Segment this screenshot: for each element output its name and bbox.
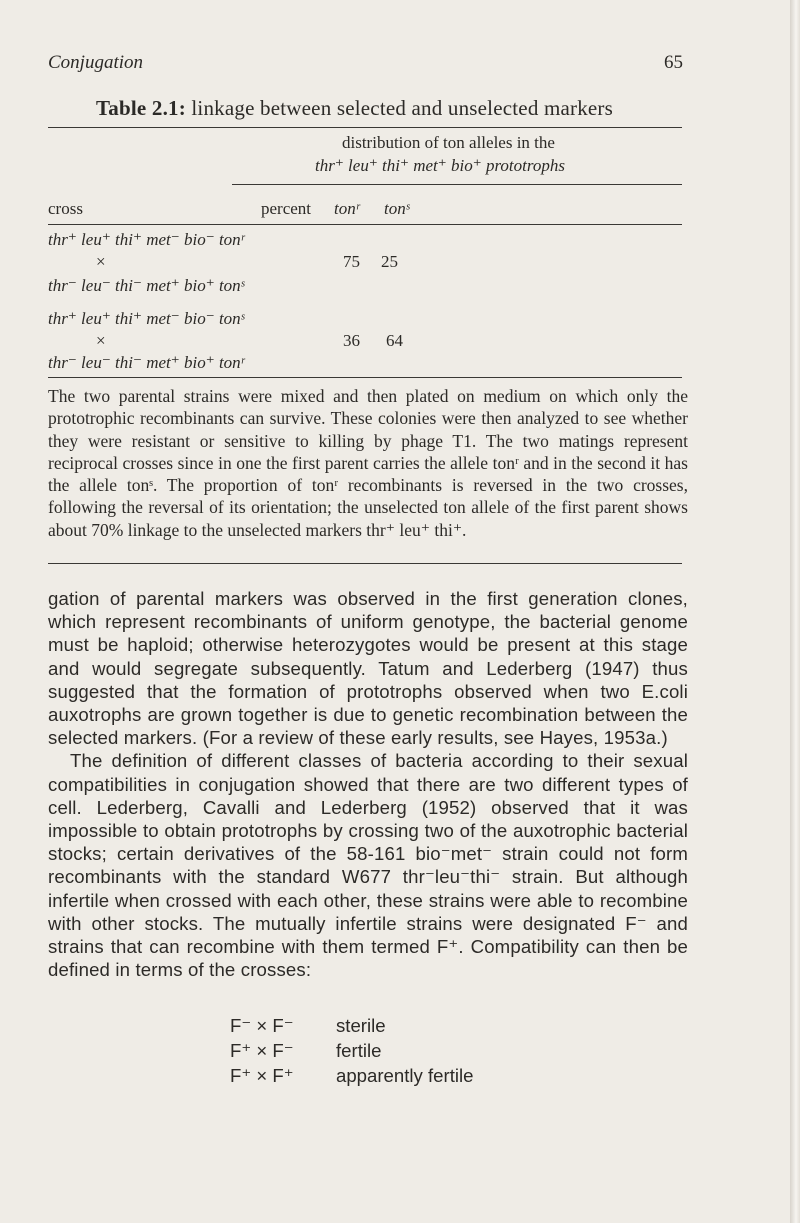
cross1-parent2: thr⁻ leu⁻ thi⁻ met⁺ bio⁺ tonˢ (48, 276, 245, 295)
column-header-ton-s: tonˢ (384, 199, 410, 218)
table-top-rule (48, 127, 682, 128)
column-header-cross: cross (48, 199, 83, 218)
paragraph-2: The definition of different classes of bacteria according to their sexual compatibilities in conjugation showed that there are two different types of cell. Lederberg, Cavalli and Lederberg (1952) observed that it was impossible to obtain prototrophs by crossing two of the auxotrophic bacterial stocks; certain derivatives of the 58-161 bio⁻met⁻ strain could not form recombinants with the standard W677 thr⁻leu⁻thi⁻ strain. But although infertile when crossed with each other, these strains were able to recombine with other stocks. The mutually infertile strains were designated F⁻ and strains that can recombine with them termed F⁺. Compatibility can then be defined in terms of the crosses: (48, 750, 688, 981)
table-body-rule (48, 377, 682, 378)
prototrophs-heading: thr⁺ leu⁺ thi⁺ met⁺ bio⁺ prototrophs (315, 156, 565, 175)
cross2-ton-s: 64 (386, 331, 403, 350)
cross-expression: F⁺ × F⁺ (230, 1065, 294, 1086)
compatibility-crosses (230, 1013, 473, 1088)
cross-expression: F⁺ × F⁻ (230, 1040, 294, 1061)
paragraph-1: gation of parental markers was observed in the first generation clones, which represent recombinants of uniform genotype, the bacterial genome must be haploid; otherwise heterozygotes would be present at this stage and would segregate subsequently. Tatum and Lederberg (1947) thus suggested that the formation of prototrophs observed when two E.coli auxotrophs are grown together is due to genetic recombination between the selected markers. (For a review of these early results, see Hayes, 1953a.) (48, 588, 688, 749)
page-number: 65 (664, 52, 683, 73)
table-label: Table 2.1: (96, 96, 186, 120)
cross2-ton-r: 36 (343, 331, 360, 350)
cross-expression: F⁻ × F⁻ (230, 1015, 294, 1036)
header-rule (48, 224, 682, 225)
table-caption: The two parental strains were mixed and then plated on medium on which only the prototrophic recombinants can survive. These colonies were then analyzed to see whether they were resistant or sensitive to killing by phage T1. The two matings represent reciprocal crosses since in one the first parent carries the allele tonʳ and in the second it has the allele tonˢ. The proportion of tonʳ recombinants is reversed in the two crosses, following the reversal of its orientation; the unselected ton allele of the first parent shows about 70% linkage to the unselected markers thr⁺ leu⁺ thi⁺. (48, 386, 688, 540)
distribution-heading: distribution of ton alleles in the (342, 133, 555, 152)
body-text (48, 587, 688, 981)
table-title (96, 96, 613, 121)
cross-result: sterile (336, 1015, 386, 1036)
heading-rule (232, 184, 682, 185)
cross1-parent1: thr⁺ leu⁺ thi⁺ met⁻ bio⁻ tonʳ (48, 230, 245, 249)
cross1-ton-r: 75 (343, 252, 360, 271)
cross-row (230, 1038, 473, 1063)
cross-row (230, 1063, 473, 1088)
cross-row (230, 1013, 473, 1038)
cross-result: fertile (336, 1040, 382, 1061)
table-bottom-rule (48, 563, 682, 564)
table-title-text: linkage between selected and unselected markers (191, 96, 614, 120)
cross1-symbol: × (96, 252, 106, 271)
cross-result: apparently fertile (336, 1065, 474, 1086)
column-header-percent: percent (261, 199, 312, 218)
cross2-parent2: thr⁻ leu⁻ thi⁻ met⁺ bio⁺ tonʳ (48, 353, 245, 372)
page-edge (790, 0, 800, 1223)
column-header-ton-r: tonʳ (334, 199, 360, 218)
cross2-symbol: × (96, 331, 106, 350)
cross2-parent1: thr⁺ leu⁺ thi⁺ met⁻ bio⁻ tonˢ (48, 309, 245, 328)
running-head: Conjugation (48, 52, 144, 73)
cross1-ton-s: 25 (381, 252, 398, 271)
